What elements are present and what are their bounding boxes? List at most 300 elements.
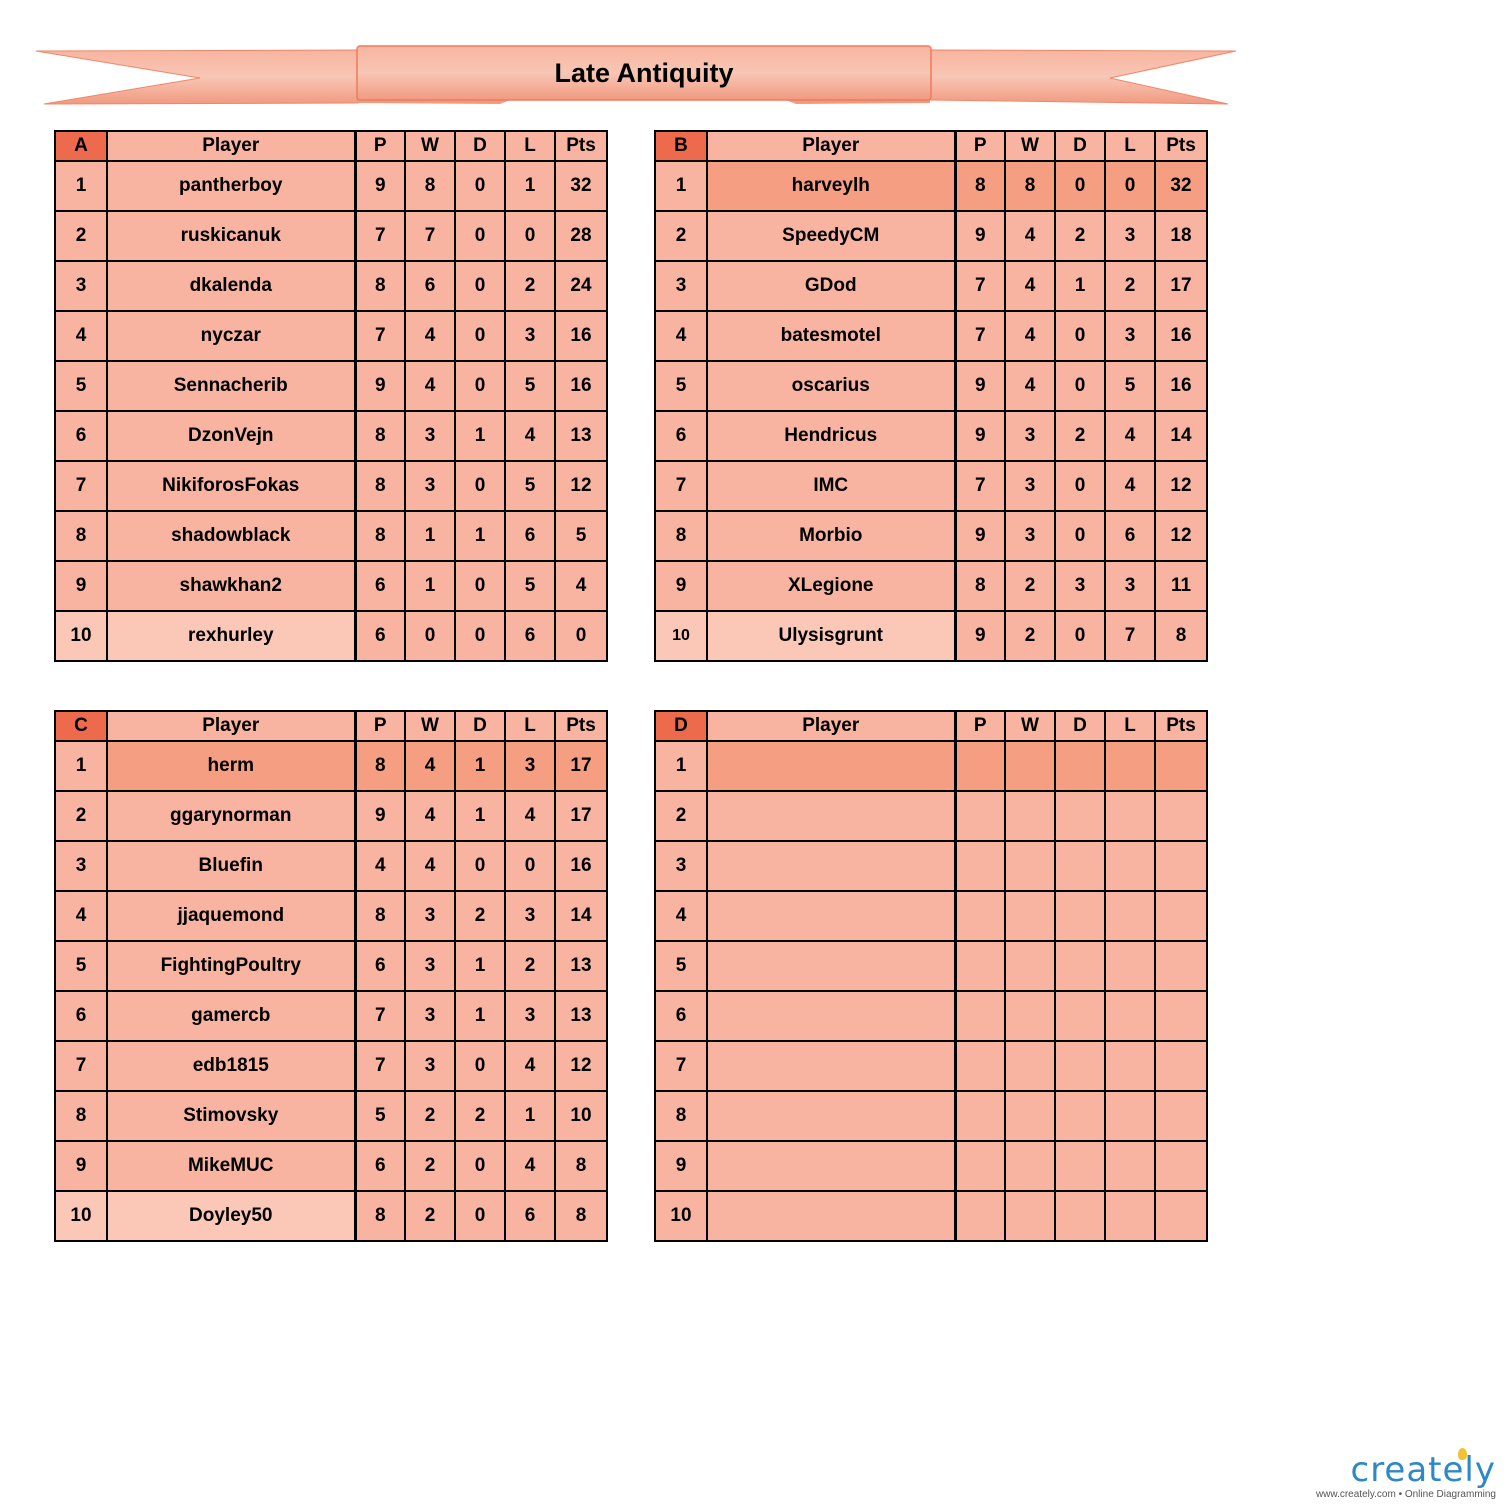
- lost-cell: [1105, 891, 1155, 941]
- played-cell: 8: [355, 511, 405, 561]
- won-cell: [1005, 991, 1055, 1041]
- table-row: [655, 611, 1207, 661]
- player-cell: DzonVejn: [107, 411, 355, 461]
- position-cell: 10: [655, 611, 707, 661]
- drawn-cell: 0: [455, 311, 505, 361]
- played-cell: 8: [355, 261, 405, 311]
- player-cell: [707, 991, 955, 1041]
- played-cell: 7: [355, 211, 405, 261]
- drawn-cell: [1055, 841, 1105, 891]
- table-row: [655, 161, 1207, 211]
- player-cell: Sennacherib: [107, 361, 355, 411]
- lost-cell: [1105, 1091, 1155, 1141]
- player-cell: ggarynorman: [107, 791, 355, 841]
- played-cell: 9: [355, 361, 405, 411]
- drawn-cell: 0: [1055, 461, 1105, 511]
- lost-cell: [1105, 791, 1155, 841]
- lost-cell: 3: [505, 741, 555, 791]
- played-cell: [955, 741, 1005, 791]
- played-cell: 9: [955, 361, 1005, 411]
- position-cell: 3: [55, 841, 107, 891]
- player-cell: shadowblack: [107, 511, 355, 561]
- player-cell: MikeMUC: [107, 1141, 355, 1191]
- drawn-cell: 0: [455, 841, 505, 891]
- won-cell: 8: [1005, 161, 1055, 211]
- lost-cell: 3: [1105, 211, 1155, 261]
- table-row: [655, 1091, 1207, 1141]
- drawn-cell: 1: [455, 511, 505, 561]
- lost-cell: 3: [505, 991, 555, 1041]
- col-p-header: P: [355, 131, 405, 161]
- points-cell: 17: [1155, 261, 1207, 311]
- table-row: [655, 791, 1207, 841]
- lost-cell: 1: [505, 161, 555, 211]
- group-table-b: [654, 130, 1208, 662]
- won-cell: 3: [1005, 461, 1055, 511]
- position-cell: 8: [655, 511, 707, 561]
- points-cell: 12: [555, 461, 607, 511]
- table-row: [55, 411, 607, 461]
- player-cell: ruskicanuk: [107, 211, 355, 261]
- position-cell: 2: [55, 211, 107, 261]
- position-cell: 6: [655, 411, 707, 461]
- col-w-header: W: [405, 711, 455, 741]
- player-cell: Bluefin: [107, 841, 355, 891]
- col-p-header: P: [955, 131, 1005, 161]
- won-cell: 4: [1005, 361, 1055, 411]
- lost-cell: 5: [505, 461, 555, 511]
- drawn-cell: [1055, 1041, 1105, 1091]
- table-header: [55, 131, 607, 161]
- table-row: [655, 741, 1207, 791]
- table-row: [655, 1041, 1207, 1091]
- position-cell: 7: [655, 1041, 707, 1091]
- played-cell: [955, 1091, 1005, 1141]
- col-d-header: D: [455, 711, 505, 741]
- player-cell: rexhurley: [107, 611, 355, 661]
- points-cell: 17: [555, 741, 607, 791]
- won-cell: 4: [1005, 261, 1055, 311]
- position-cell: 8: [655, 1091, 707, 1141]
- lost-cell: [1105, 1041, 1155, 1091]
- points-cell: 18: [1155, 211, 1207, 261]
- won-cell: 2: [405, 1141, 455, 1191]
- points-cell: 12: [1155, 461, 1207, 511]
- drawn-cell: 0: [1055, 361, 1105, 411]
- won-cell: 3: [405, 411, 455, 461]
- points-cell: [1155, 1091, 1207, 1141]
- position-cell: 7: [655, 461, 707, 511]
- points-cell: 16: [1155, 311, 1207, 361]
- lost-cell: 6: [505, 511, 555, 561]
- points-cell: 12: [1155, 511, 1207, 561]
- player-cell: Morbio: [707, 511, 955, 561]
- drawn-cell: 2: [455, 891, 505, 941]
- played-cell: 7: [355, 311, 405, 361]
- lost-cell: 4: [1105, 411, 1155, 461]
- position-cell: 5: [55, 941, 107, 991]
- player-cell: Ulysisgrunt: [707, 611, 955, 661]
- group-label: A: [55, 131, 107, 161]
- won-cell: [1005, 741, 1055, 791]
- played-cell: 9: [955, 511, 1005, 561]
- drawn-cell: 1: [455, 991, 505, 1041]
- played-cell: [955, 1141, 1005, 1191]
- position-cell: 7: [55, 461, 107, 511]
- table-row: [655, 311, 1207, 361]
- lost-cell: [1105, 1191, 1155, 1241]
- drawn-cell: 2: [455, 1091, 505, 1141]
- lost-cell: 1: [505, 1091, 555, 1141]
- drawn-cell: [1055, 1141, 1105, 1191]
- position-cell: 4: [55, 311, 107, 361]
- won-cell: [1005, 1091, 1055, 1141]
- player-cell: [707, 941, 955, 991]
- drawn-cell: 0: [1055, 311, 1105, 361]
- won-cell: [1005, 1041, 1055, 1091]
- player-cell: FightingPoultry: [107, 941, 355, 991]
- table-row: [55, 891, 607, 941]
- table-row: [55, 841, 607, 891]
- drawn-cell: 2: [1055, 411, 1105, 461]
- won-cell: 2: [1005, 611, 1055, 661]
- points-cell: 32: [555, 161, 607, 211]
- lost-cell: [1105, 841, 1155, 891]
- points-cell: 17: [555, 791, 607, 841]
- table-row: [55, 211, 607, 261]
- played-cell: 6: [355, 1141, 405, 1191]
- points-cell: [1155, 991, 1207, 1041]
- won-cell: [1005, 941, 1055, 991]
- table-row: [55, 1041, 607, 1091]
- played-cell: 7: [955, 461, 1005, 511]
- won-cell: 3: [1005, 511, 1055, 561]
- table-row: [55, 261, 607, 311]
- points-cell: 4: [555, 561, 607, 611]
- points-cell: 11: [1155, 561, 1207, 611]
- table-row: [55, 1091, 607, 1141]
- played-cell: 7: [955, 261, 1005, 311]
- points-cell: 14: [1155, 411, 1207, 461]
- position-cell: 1: [655, 741, 707, 791]
- won-cell: 4: [405, 311, 455, 361]
- won-cell: 7: [405, 211, 455, 261]
- player-cell: [707, 1141, 955, 1191]
- lost-cell: 3: [505, 891, 555, 941]
- points-cell: 12: [555, 1041, 607, 1091]
- position-cell: 7: [55, 1041, 107, 1091]
- drawn-cell: 0: [455, 261, 505, 311]
- points-cell: 8: [1155, 611, 1207, 661]
- points-cell: [1155, 1041, 1207, 1091]
- position-cell: 5: [55, 361, 107, 411]
- won-cell: 3: [405, 941, 455, 991]
- col-l-header: L: [505, 131, 555, 161]
- player-cell: GDod: [707, 261, 955, 311]
- table-row: [655, 991, 1207, 1041]
- won-cell: 4: [405, 361, 455, 411]
- player-cell: [707, 1191, 955, 1241]
- lost-cell: 6: [1105, 511, 1155, 561]
- group-label: B: [655, 131, 707, 161]
- table-row: [655, 891, 1207, 941]
- position-cell: 5: [655, 361, 707, 411]
- lost-cell: 4: [1105, 461, 1155, 511]
- drawn-cell: 0: [455, 161, 505, 211]
- points-cell: 13: [555, 991, 607, 1041]
- player-cell: IMC: [707, 461, 955, 511]
- played-cell: 8: [355, 461, 405, 511]
- position-cell: 1: [55, 741, 107, 791]
- drawn-cell: 0: [455, 611, 505, 661]
- won-cell: 0: [405, 611, 455, 661]
- drawn-cell: 0: [1055, 161, 1105, 211]
- lost-cell: 4: [505, 411, 555, 461]
- won-cell: 4: [1005, 311, 1055, 361]
- drawn-cell: 2: [1055, 211, 1105, 261]
- played-cell: 8: [355, 891, 405, 941]
- played-cell: [955, 1041, 1005, 1091]
- played-cell: 6: [355, 941, 405, 991]
- table-row: [655, 411, 1207, 461]
- table-row: [55, 161, 607, 211]
- player-cell: Doyley50: [107, 1191, 355, 1241]
- points-cell: 0: [555, 611, 607, 661]
- lost-cell: 2: [505, 261, 555, 311]
- table-row: [55, 1141, 607, 1191]
- position-cell: 1: [55, 161, 107, 211]
- played-cell: 7: [955, 311, 1005, 361]
- won-cell: 3: [405, 1041, 455, 1091]
- won-cell: 3: [405, 461, 455, 511]
- player-cell: jjaquemond: [107, 891, 355, 941]
- table-row: [55, 461, 607, 511]
- played-cell: [955, 1191, 1005, 1241]
- drawn-cell: [1055, 1191, 1105, 1241]
- brand-tagline: www.creately.com • Online Diagramming: [1315, 1489, 1496, 1500]
- table-row: [655, 1191, 1207, 1241]
- played-cell: 7: [355, 1041, 405, 1091]
- player-cell: pantherboy: [107, 161, 355, 211]
- won-cell: 3: [1005, 411, 1055, 461]
- won-cell: 4: [405, 741, 455, 791]
- played-cell: 6: [355, 611, 405, 661]
- ribbon-right-tail: [930, 50, 1236, 104]
- col-d-header: D: [1055, 711, 1105, 741]
- table-row: [55, 311, 607, 361]
- lost-cell: 7: [1105, 611, 1155, 661]
- ribbon-left-tail: [36, 50, 358, 104]
- points-cell: 10: [555, 1091, 607, 1141]
- lost-cell: 5: [505, 561, 555, 611]
- points-cell: 32: [1155, 161, 1207, 211]
- player-cell: oscarius: [707, 361, 955, 411]
- won-cell: 2: [405, 1191, 455, 1241]
- played-cell: 8: [355, 1191, 405, 1241]
- lost-cell: 4: [505, 791, 555, 841]
- position-cell: 8: [55, 511, 107, 561]
- table-row: [655, 461, 1207, 511]
- position-cell: 4: [655, 891, 707, 941]
- played-cell: 8: [355, 411, 405, 461]
- table-row: [655, 941, 1207, 991]
- drawn-cell: 0: [455, 561, 505, 611]
- player-cell: harveylh: [707, 161, 955, 211]
- points-cell: [1155, 741, 1207, 791]
- position-cell: 9: [55, 561, 107, 611]
- col-d-header: D: [1055, 131, 1105, 161]
- table-row: [55, 741, 607, 791]
- lost-cell: 2: [1105, 261, 1155, 311]
- col-pts-header: Pts: [555, 131, 607, 161]
- table-header: [55, 711, 607, 741]
- won-cell: 4: [405, 791, 455, 841]
- position-cell: 9: [655, 1141, 707, 1191]
- points-cell: 5: [555, 511, 607, 561]
- col-player-header: Player: [107, 131, 355, 161]
- player-cell: nyczar: [107, 311, 355, 361]
- lost-cell: 0: [505, 211, 555, 261]
- drawn-cell: [1055, 791, 1105, 841]
- drawn-cell: 0: [455, 361, 505, 411]
- table-row: [655, 361, 1207, 411]
- points-cell: [1155, 891, 1207, 941]
- drawn-cell: 0: [1055, 611, 1105, 661]
- lost-cell: [1105, 741, 1155, 791]
- lost-cell: 6: [505, 611, 555, 661]
- col-w-header: W: [1005, 711, 1055, 741]
- points-cell: 8: [555, 1141, 607, 1191]
- played-cell: 6: [355, 561, 405, 611]
- col-pts-header: Pts: [555, 711, 607, 741]
- lost-cell: 3: [1105, 311, 1155, 361]
- watermark-logo[interactable]: [1315, 1450, 1496, 1500]
- player-cell: batesmotel: [707, 311, 955, 361]
- col-player-header: Player: [107, 711, 355, 741]
- table-row: [655, 511, 1207, 561]
- played-cell: [955, 941, 1005, 991]
- player-cell: edb1815: [107, 1041, 355, 1091]
- played-cell: 7: [355, 991, 405, 1041]
- player-cell: [707, 1041, 955, 1091]
- position-cell: 10: [655, 1191, 707, 1241]
- lost-cell: 6: [505, 1191, 555, 1241]
- player-cell: NikiforosFokas: [107, 461, 355, 511]
- lost-cell: 5: [1105, 361, 1155, 411]
- drawn-cell: 1: [455, 741, 505, 791]
- table-row: [55, 511, 607, 561]
- player-cell: Hendricus: [707, 411, 955, 461]
- position-cell: 6: [55, 411, 107, 461]
- table-row: [55, 561, 607, 611]
- position-cell: 6: [55, 991, 107, 1041]
- played-cell: 8: [955, 561, 1005, 611]
- won-cell: 2: [1005, 561, 1055, 611]
- lost-cell: 0: [1105, 161, 1155, 211]
- table-row: [655, 211, 1207, 261]
- group-table-c: [54, 710, 608, 1242]
- col-p-header: P: [355, 711, 405, 741]
- lost-cell: 4: [505, 1041, 555, 1091]
- drawn-cell: 1: [455, 791, 505, 841]
- col-pts-header: Pts: [1155, 711, 1207, 741]
- played-cell: [955, 841, 1005, 891]
- player-cell: [707, 741, 955, 791]
- table-row: [55, 991, 607, 1041]
- col-player-header: Player: [707, 131, 955, 161]
- position-cell: 2: [655, 791, 707, 841]
- points-cell: 16: [555, 311, 607, 361]
- table-row: [55, 791, 607, 841]
- won-cell: 2: [405, 1091, 455, 1141]
- drawn-cell: 0: [455, 211, 505, 261]
- won-cell: 6: [405, 261, 455, 311]
- position-cell: 5: [655, 941, 707, 991]
- col-player-header: Player: [707, 711, 955, 741]
- lost-cell: [1105, 991, 1155, 1041]
- position-cell: 8: [55, 1091, 107, 1141]
- points-cell: [1155, 941, 1207, 991]
- points-cell: 13: [555, 941, 607, 991]
- played-cell: 9: [355, 161, 405, 211]
- col-l-header: L: [1105, 131, 1155, 161]
- col-pts-header: Pts: [1155, 131, 1207, 161]
- drawn-cell: [1055, 941, 1105, 991]
- position-cell: 4: [655, 311, 707, 361]
- group-table-d: [654, 710, 1208, 1242]
- col-d-header: D: [455, 131, 505, 161]
- position-cell: 2: [55, 791, 107, 841]
- lost-cell: 0: [505, 841, 555, 891]
- played-cell: 8: [355, 741, 405, 791]
- drawn-cell: [1055, 891, 1105, 941]
- won-cell: 4: [1005, 211, 1055, 261]
- drawn-cell: [1055, 741, 1105, 791]
- played-cell: 5: [355, 1091, 405, 1141]
- player-cell: Stimovsky: [107, 1091, 355, 1141]
- won-cell: 3: [405, 891, 455, 941]
- player-cell: SpeedyCM: [707, 211, 955, 261]
- played-cell: 9: [355, 791, 405, 841]
- table-row: [55, 611, 607, 661]
- page-title: Late Antiquity: [554, 57, 734, 88]
- group-table-a: [54, 130, 608, 662]
- won-cell: [1005, 1191, 1055, 1241]
- played-cell: 9: [955, 211, 1005, 261]
- drawn-cell: 0: [455, 1141, 505, 1191]
- table-row: [55, 361, 607, 411]
- player-cell: [707, 841, 955, 891]
- points-cell: [1155, 841, 1207, 891]
- table-row: [55, 1191, 607, 1241]
- drawn-cell: [1055, 1091, 1105, 1141]
- col-l-header: L: [1105, 711, 1155, 741]
- played-cell: [955, 991, 1005, 1041]
- points-cell: [1155, 1191, 1207, 1241]
- drawn-cell: 1: [1055, 261, 1105, 311]
- won-cell: 1: [405, 561, 455, 611]
- table-header: [655, 711, 1207, 741]
- table-row: [655, 841, 1207, 891]
- table-row: [655, 261, 1207, 311]
- lost-cell: 5: [505, 361, 555, 411]
- points-cell: 13: [555, 411, 607, 461]
- table-row: [655, 561, 1207, 611]
- won-cell: 8: [405, 161, 455, 211]
- player-cell: shawkhan2: [107, 561, 355, 611]
- won-cell: [1005, 841, 1055, 891]
- position-cell: 3: [655, 841, 707, 891]
